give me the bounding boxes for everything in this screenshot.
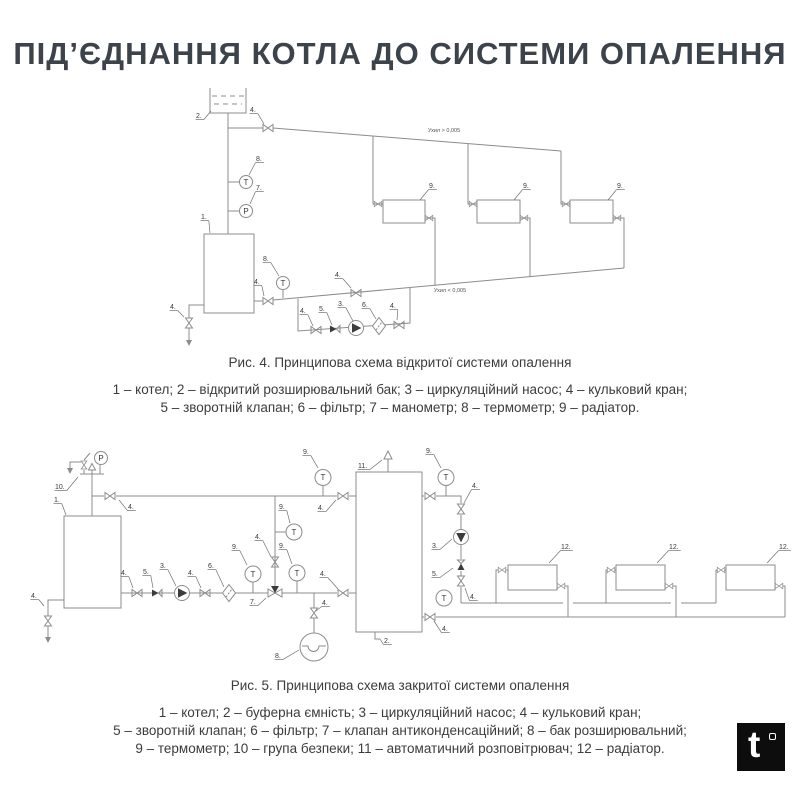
diagram-label: 4.	[255, 534, 261, 541]
fig4-legend	[0, 381, 800, 417]
brand-logo	[737, 723, 785, 771]
diagram-label: 6.	[208, 563, 214, 570]
diagram-label: 9.	[617, 183, 623, 190]
diagram-label: Ухил < 0,005	[433, 288, 467, 294]
diagram-label: 11.	[358, 463, 368, 470]
boiler-return-line	[121, 585, 356, 602]
diagram-label: 4.	[128, 504, 134, 511]
radiator	[468, 144, 530, 277]
diagram-label: T	[291, 528, 297, 537]
diagram-label: 9.	[426, 448, 432, 455]
radiator-return-main	[422, 614, 785, 621]
diagram-label: 9.	[279, 543, 285, 550]
drain-valve	[45, 600, 65, 643]
fig5-labels	[31, 448, 791, 660]
diagram-label: 4.	[322, 600, 328, 607]
diagram-label: 7.	[250, 599, 256, 606]
diagram-label: 9.	[429, 183, 435, 190]
diagram-label: 12.	[779, 544, 789, 551]
fig4-labels	[170, 107, 625, 326]
return-main	[254, 268, 624, 305]
manometer-icon	[228, 205, 253, 218]
diagram-label: 4.	[472, 483, 478, 490]
fig5-legend	[0, 704, 800, 758]
diagram-label: 4.	[390, 303, 396, 310]
diagram-label: T	[441, 594, 447, 603]
diagram-label: 5.	[319, 306, 325, 313]
diagram-label: 3.	[432, 543, 438, 550]
diagram-label: 5.	[432, 571, 438, 578]
boiler	[204, 234, 254, 313]
boiler	[64, 516, 121, 608]
fig5-legend-line: 5 – зворотній клапан; 6 – фільтр; 7 – клапан антиконденсаційний; 8 – бак розширювальний;	[113, 723, 687, 738]
diagram-label: 4.	[121, 570, 127, 577]
radiator	[373, 136, 435, 286]
diagram-label: 4.	[254, 279, 260, 286]
diagram-label: 8.	[263, 256, 269, 263]
diagram-label: 10.	[55, 484, 65, 491]
diagram-label: 9.	[279, 504, 285, 511]
diagram-label: 9.	[303, 449, 309, 456]
diagram-label: 2.	[196, 113, 202, 120]
diagram-label: 4.	[250, 107, 256, 114]
diagram-label: 12.	[561, 544, 571, 551]
diagram-label: 9.	[232, 544, 238, 551]
diagram-label: 1.	[54, 497, 60, 504]
diagram-label: 4.	[300, 308, 306, 315]
diagram-label: 4.	[335, 272, 341, 279]
pump-group	[298, 288, 410, 336]
diagram-label: T	[250, 570, 256, 579]
fig4-diagram	[0, 85, 800, 355]
logo-letter: t	[748, 724, 761, 765]
diagram-label: T	[280, 279, 286, 288]
diagram-label: 4.	[170, 304, 176, 311]
diagram-label: 4.	[31, 593, 37, 600]
fig5-diagram	[0, 435, 800, 673]
radiator	[496, 565, 568, 617]
thermometer-icon	[228, 176, 253, 189]
diagram-label: 4.	[320, 571, 326, 578]
diagram-label: 8.	[275, 653, 281, 660]
fig4-legend-line: 1 – котел; 2 – відкритий розширювальний бак; 3 – циркуляційний насос; 4 – кульковий кран;	[112, 382, 688, 397]
diagram-label: 9.	[523, 183, 529, 190]
diagram-label: 4.	[470, 594, 476, 601]
radiator	[561, 151, 624, 268]
diagram-label: 2.	[384, 638, 390, 645]
diagram-label: 8.	[256, 156, 262, 163]
diagram-label: 5.	[143, 569, 149, 576]
radiator-pump-column	[422, 470, 469, 607]
diagram-label: 4.	[318, 505, 324, 512]
supply-main	[228, 125, 561, 152]
diagram-label: Ухил > 0,005	[427, 128, 461, 134]
diagram-label: 12.	[669, 544, 679, 551]
radiator	[606, 565, 676, 617]
fig5-caption: Рис. 5. Принципова схема закритої системи опалення	[230, 678, 570, 693]
diagram-label: T	[443, 473, 449, 482]
fig4-legend-line: 5 – зворотній клапан; 6 – фільтр; 7 – манометр; 8 – термометр; 9 – радіатор.	[160, 400, 640, 415]
fig5-legend-line: 9 – термометр; 10 – група безпеки; 11 – автоматичний розповітрювач; 12 – радіатор.	[135, 741, 665, 756]
buffer-tank	[356, 451, 422, 639]
diagram-label: 3.	[160, 563, 166, 570]
diagram-label: P	[243, 207, 249, 216]
radiator	[716, 565, 785, 617]
degree-icon	[769, 733, 776, 740]
fig5-legend-line: 1 – котел; 2 – буферна ємність; 3 – циркуляційний насос; 4 – кульковий кран;	[158, 705, 642, 720]
diagram-label: 6.	[362, 302, 368, 309]
diagram-label: 4.	[188, 570, 194, 577]
diagram-label: 7.	[256, 185, 262, 192]
supply-main	[92, 493, 356, 500]
diagram-label: T	[320, 473, 326, 482]
diagram-label: T	[294, 569, 300, 578]
fig4-caption: Рис. 4. Принципова схема відкритої системи опалення	[228, 355, 572, 370]
diagram-label: 4.	[442, 626, 448, 633]
page-title: ПІД’ЄДНАННЯ КОТЛА ДО СИСТЕМИ ОПАЛЕННЯ	[13, 36, 787, 71]
expansion-tank-open	[210, 88, 246, 113]
diagram-label: 1.	[201, 214, 207, 221]
drain-valve	[186, 305, 205, 346]
diagram-label: P	[98, 454, 104, 463]
diagram-label: T	[243, 178, 249, 187]
diagram-label: 3.	[338, 301, 344, 308]
